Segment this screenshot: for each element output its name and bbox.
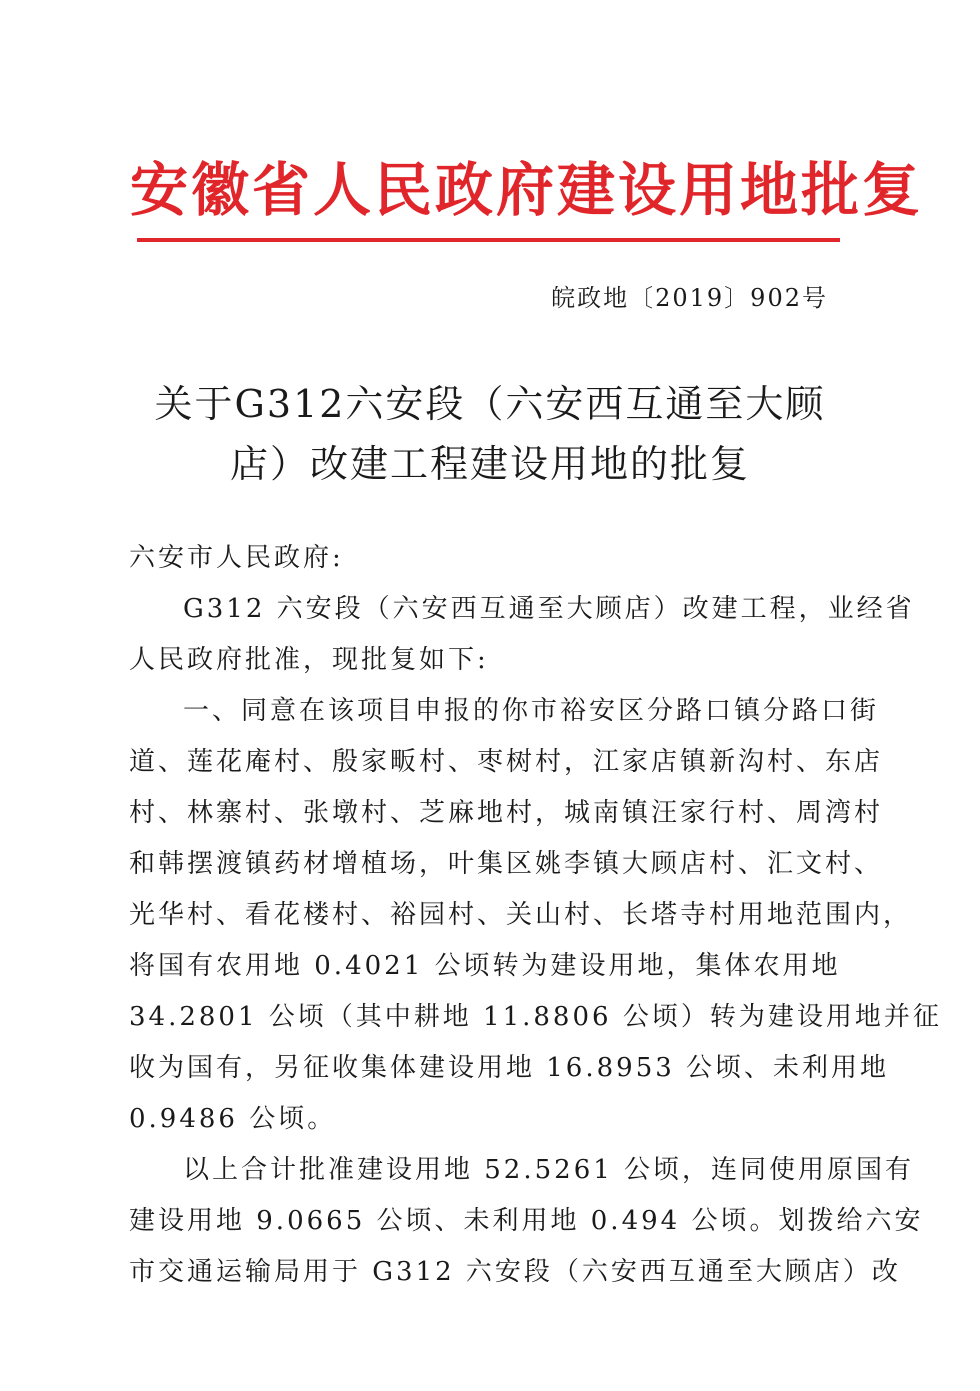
body-line: 0.9486 公顷。: [129, 1104, 337, 1134]
document-title: [120, 374, 860, 494]
body-line: 光华村、看花楼村、裕园村、关山村、长塔寺村用地范围内，: [129, 900, 913, 930]
document-header-title: 安徽省人民政府建设用地批复: [130, 156, 924, 224]
body-line: 34.2801 公顷（其中耕地 11.8806 公顷）转为建设用地并征: [129, 1002, 942, 1032]
body-line: 建设用地 9.0665 公顷、未利用地 0.494 公顷。划拨给六安: [129, 1206, 924, 1236]
document-title-line-1: 关于G312六安段（六安西互通至大顾: [154, 382, 826, 426]
body-line: 人民政府批准，现批复如下:: [129, 645, 489, 675]
body-line: 和韩摆渡镇药材增植场，叶集区姚李镇大顾店村、汇文村、: [129, 849, 884, 879]
header-red-divider: [137, 238, 840, 242]
body-line: 将国有农用地 0.4021 公顷转为建设用地，集体农用地: [129, 951, 841, 981]
document-body: [129, 533, 942, 1298]
document-title-line-2: 店）改建工程建设用地的批复: [229, 442, 750, 486]
body-line: 收为国有，另征收集体建设用地 16.8953 公顷、未利用地: [129, 1053, 890, 1083]
body-line: 一、同意在该项目申报的你市裕安区分路口镇分路口街: [183, 696, 880, 726]
body-line: G312 六安段（六安西互通至大顾店）改建工程，业经省: [183, 594, 915, 624]
body-line: 道、莲花庵村、殷家畈村、枣树村，江家店镇新沟村、东店: [129, 747, 884, 777]
body-line: 以上合计批准建设用地 52.5261 公顷，连同使用原国有: [183, 1155, 915, 1185]
document-number: 皖政地〔2019〕902号: [551, 284, 828, 312]
body-line: 市交通运输局用于 G312 六安段（六安西互通至大顾店）改: [129, 1257, 901, 1287]
salutation: 六安市人民政府:: [129, 543, 344, 573]
body-line: 村、林寨村、张墩村、芝麻地村，城南镇汪家行村、周湾村: [129, 798, 884, 828]
